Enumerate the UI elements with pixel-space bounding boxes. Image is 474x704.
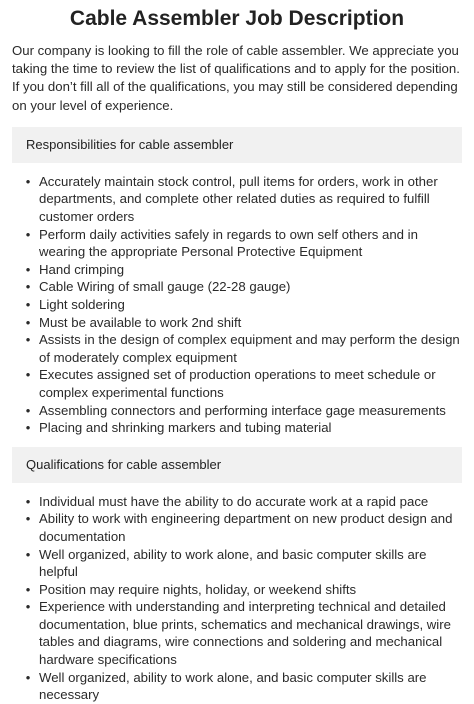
- list-item: [25, 278, 462, 296]
- list-item: [25, 510, 462, 545]
- list-item-text: Must be available to work 2nd shift: [39, 314, 242, 330]
- list-item: [25, 314, 462, 332]
- list-item-text: Well organized, ability to work alone, and basic computer skills are necessary: [39, 669, 427, 703]
- list-item-text: Experience with understanding and interpreting technical and detailed documentation, blue prints, schematics and mechanical drawings, wire tables and diagrams, wire connections and soldering and mechanical hardware specifications: [39, 599, 451, 668]
- list-item-text: Individual must have the ability to do accurate work at a rapid pace: [39, 493, 429, 509]
- list-item: [25, 402, 462, 420]
- list-item-text: Ability to work with engineering department on new product design and documentation: [39, 511, 453, 544]
- bullet-icon: •: [25, 367, 31, 383]
- bullet-icon: •: [25, 226, 31, 242]
- list-item-text: Cable Wiring of small gauge (22-28 gauge): [39, 279, 291, 295]
- bullet-icon: •: [25, 493, 31, 509]
- list-item-text: Well organized, ability to work alone, and basic computer skills are helpful: [39, 546, 427, 580]
- qualifications-heading: Qualifications for cable assembler: [12, 447, 462, 483]
- responsibilities-heading: Responsibilities for cable assembler: [12, 127, 462, 163]
- list-item-text: Accurately maintain stock control, pull items for orders, work in other departments, and complete other related duties as required to fulfill customer orders: [39, 173, 438, 224]
- list-item: [25, 261, 462, 279]
- list-item-text: Executes assigned set of production operations to meet schedule or complex experimental functions: [39, 367, 436, 400]
- bullet-icon: •: [25, 599, 31, 615]
- list-item: [25, 173, 462, 226]
- bullet-icon: •: [25, 314, 31, 330]
- list-item-text: Placing and shrinking markers and tubing material: [39, 420, 332, 436]
- list-item: [25, 366, 462, 401]
- list-item-text: Assists in the design of complex equipment and may perform the design of moderately complex equipment: [39, 332, 460, 365]
- list-item-text: Hand crimping: [39, 261, 125, 277]
- bullet-icon: •: [25, 332, 31, 348]
- list-item: [25, 546, 462, 581]
- bullet-icon: •: [25, 546, 31, 562]
- bullet-icon: •: [25, 402, 31, 418]
- bullet-icon: •: [25, 581, 31, 597]
- list-item-text: Assembling connectors and performing interface gage measurements: [39, 402, 446, 418]
- bullet-icon: •: [25, 669, 31, 685]
- bullet-icon: •: [25, 279, 31, 295]
- list-item: [25, 419, 462, 437]
- list-item: [25, 226, 462, 261]
- bullet-icon: •: [25, 511, 31, 527]
- list-item: [25, 598, 462, 668]
- list-item-text: Light soldering: [39, 296, 125, 312]
- list-item: [25, 669, 462, 704]
- list-item: [25, 296, 462, 314]
- list-item: [25, 331, 462, 366]
- page-title: Cable Assembler Job Description: [69, 7, 405, 30]
- list-item-text: Position may require nights, holiday, or weekend shifts: [39, 581, 357, 597]
- qualifications-list: [12, 493, 462, 704]
- list-item: [25, 581, 462, 599]
- bullet-icon: •: [25, 173, 31, 189]
- bullet-icon: •: [25, 261, 31, 277]
- list-item: [25, 493, 462, 511]
- list-item-text: Perform daily activities safely in regards to own self others and in wearing the appropriate Personal Protective Equipment: [39, 226, 418, 260]
- responsibilities-list: [12, 173, 462, 437]
- intro-paragraph: Our company is looking to fill the role of cable assembler. We appreciate you taking the time to review the list of qualifications and to apply for the position. If you don’t fill all of the qualifications, you may still be considered depending on your level of experience.: [12, 43, 460, 113]
- bullet-icon: •: [25, 420, 31, 436]
- bullet-icon: •: [25, 296, 31, 312]
